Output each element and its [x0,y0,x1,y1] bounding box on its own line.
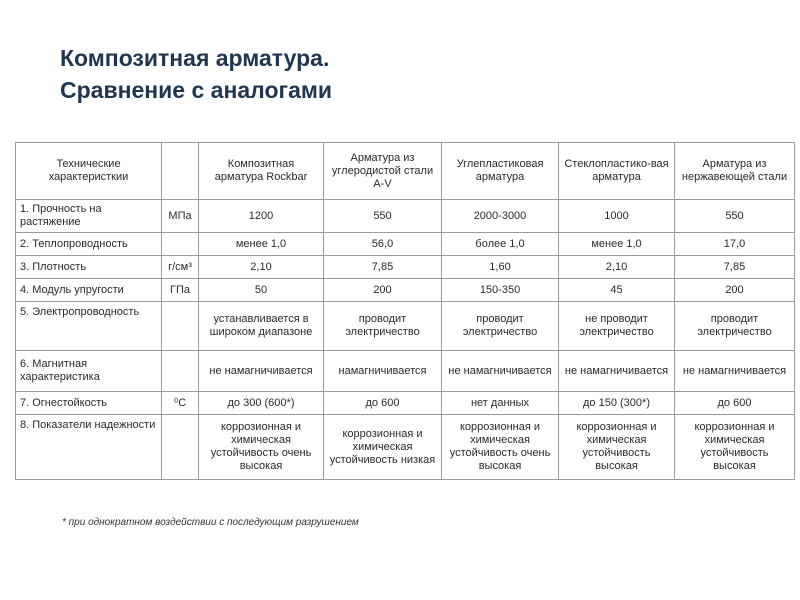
cell-value: 2,10 [559,256,675,279]
cell-value: 1,60 [442,256,559,279]
table-row [16,415,795,480]
cell-value: более 1,0 [442,233,559,256]
cell-value: коррозионная и химическая устойчивость высокая [559,415,675,480]
cell-value: нет данных [442,392,559,415]
header-carbon-fiber: Углепластиковая арматура [442,143,559,200]
row-param: 5. Электропроводность [16,302,162,351]
table-header-row [16,143,795,200]
page-title [60,42,332,106]
cell-value: менее 1,0 [559,233,675,256]
cell-value: 200 [324,279,442,302]
cell-value: 550 [324,200,442,233]
header-carbon-steel: Арматура из углеродистой стали A-V [324,143,442,200]
row-unit: ⁰С [162,392,199,415]
row-unit: г/см³ [162,256,199,279]
header-unit [162,143,199,200]
row-unit [162,351,199,392]
header-characteristics: Технические характеристкии [16,143,162,200]
comparison-table [15,142,795,480]
row-unit [162,415,199,480]
cell-value: проводит электричество [675,302,795,351]
cell-value: коррозионная и химическая устойчивость очень высокая [442,415,559,480]
table-row [16,233,795,256]
cell-value: коррозионная и химическая устойчивость очень высокая [199,415,324,480]
cell-value: до 600 [675,392,795,415]
table-row [16,302,795,351]
cell-value: проводит электричество [442,302,559,351]
cell-value: до 600 [324,392,442,415]
row-param: 7. Огнестойкость [16,392,162,415]
cell-value: 7,85 [675,256,795,279]
row-param: 1. Прочность на растяжение [16,200,162,233]
cell-value: 1000 [559,200,675,233]
cell-value: не намагничивается [559,351,675,392]
row-unit: МПа [162,200,199,233]
cell-value: не проводит электричество [559,302,675,351]
cell-value: проводит электричество [324,302,442,351]
cell-value: не намагничивается [199,351,324,392]
row-unit: ГПа [162,279,199,302]
title-line-2: Сравнение с аналогами [60,77,333,103]
table-row [16,279,795,302]
row-param: 4. Модуль упругости [16,279,162,302]
cell-value: до 150 (300*) [559,392,675,415]
row-param: 8. Показатели надежности [16,415,162,480]
row-unit [162,302,199,351]
header-fiberglass: Стеклопластико-вая арматура [559,143,675,200]
cell-value: 17,0 [675,233,795,256]
table-row [16,351,795,392]
cell-value: 45 [559,279,675,302]
cell-value: менее 1,0 [199,233,324,256]
cell-value: 2000-3000 [442,200,559,233]
table-row [16,200,795,233]
cell-value: коррозионная и химическая устойчивость высокая [675,415,795,480]
cell-value: 200 [675,279,795,302]
cell-value: 550 [675,200,795,233]
cell-value: устанавливается в широком диапазоне [199,302,324,351]
cell-value: коррозионная и химическая устойчивость низкая [324,415,442,480]
cell-value: намагничивается [324,351,442,392]
title-line-1: Композитная арматура. [60,45,330,71]
header-stainless-steel: Арматура из нержавеющей стали [675,143,795,200]
cell-value: не намагничивается [442,351,559,392]
cell-value: 56,0 [324,233,442,256]
row-param: 6. Магнитная характеристика [16,351,162,392]
cell-value: 50 [199,279,324,302]
row-param: 3. Плотность [16,256,162,279]
table-row [16,256,795,279]
cell-value: 150-350 [442,279,559,302]
cell-value: до 300 (600*) [199,392,324,415]
row-unit [162,233,199,256]
footnote: * при однократном воздействии с последующим разрушением [62,517,359,528]
cell-value: 1200 [199,200,324,233]
cell-value: 7,85 [324,256,442,279]
cell-value: 2,10 [199,256,324,279]
table-row [16,392,795,415]
cell-value: не намагничивается [675,351,795,392]
row-param: 2. Теплопроводность [16,233,162,256]
header-rockbar: Композитная арматура Rockbar [199,143,324,200]
